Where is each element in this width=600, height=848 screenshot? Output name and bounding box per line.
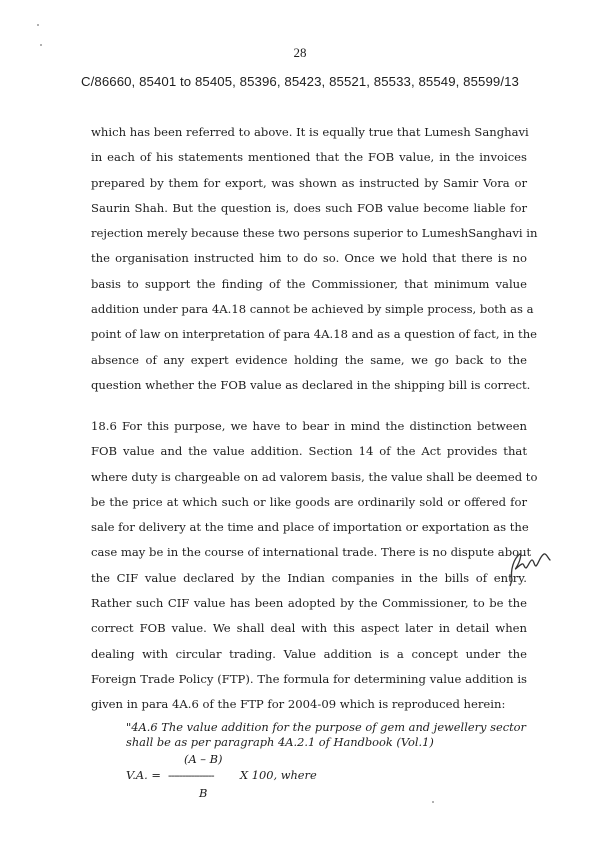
text-line: 18.6 For this purpose, we have to bear in mind the distinction between: [91, 419, 527, 433]
text-line: the organisation instructed him to do so. Once we hold that there is no: [91, 251, 527, 266]
signature-initials-icon: [498, 548, 558, 588]
text-line: Foreign Trade Policy (FTP). The formula for determining value addition is: [91, 671, 527, 686]
text-line: absence of any expert evidence holding the same, we go back to the: [91, 352, 527, 367]
text-line: basis to support the finding of the Commissioner, that minimum value: [91, 276, 527, 291]
text-line: sale for delivery at the time and place of importation or exportation as the: [91, 520, 529, 535]
text-line: Saurin Shah. But the question is, does such FOB value become liable for: [91, 200, 527, 215]
text-line: correct FOB value. We shall deal with this aspect later in detail when: [91, 621, 527, 636]
text-line: dealing with circular trading. Value addition is a concept under the: [91, 646, 527, 661]
page-number: 28: [293, 45, 307, 60]
text-line: question whether the FOB value as declared in the shipping bill is correct.: [91, 377, 531, 392]
scan-speck: [37, 24, 39, 26]
text-line: case may be in the course of international trade. There is no dispute about: [91, 545, 532, 560]
text-line: which has been referred to above. It is equally true that Lumesh Sanghavi: [91, 125, 529, 139]
formula-denominator: B: [199, 786, 208, 800]
quotation-block: [126, 720, 526, 749]
formula-fraction-bar: ----------------: [168, 768, 214, 782]
quote-line: "4A.6 The value addition for the purpose of gem and jewellery sector: [126, 720, 526, 734]
text-line: be the price at which such or like goods are ordinarily sold or offered for: [91, 494, 527, 509]
text-line: given in para 4A.6 of the FTP for 2004-09 which is reproduced herein:: [91, 697, 506, 712]
text-line: point of law on interpretation of para 4A.18 and as a question of fact, in the: [91, 327, 538, 342]
paragraph-continued: [91, 120, 538, 398]
text-line: in each of his statements mentioned that the FOB value, in the invoices: [91, 150, 527, 165]
text-line: Rather such CIF value has been adopted by the Commissioner, to be the: [91, 596, 527, 611]
quote-line: shall be as per paragraph 4A.2.1 of Handbook (Vol.1): [126, 734, 434, 749]
paragraph-18-6: [91, 414, 538, 718]
text-line: rejection merely because these two persons superior to LumeshSanghavi in: [91, 226, 538, 241]
text-line: where duty is chargeable on ad valorem basis, the value shall be deemed to: [91, 469, 538, 484]
formula-rhs: X 100, where: [240, 768, 317, 782]
case-reference: C/86660, 85401 to 85405, 85396, 85423, 85521, 85533, 85549, 85599/13: [81, 74, 519, 89]
text-line: prepared by them for export, was shown as instructed by Samir Vora or: [91, 175, 527, 190]
value-addition-formula: [126, 752, 426, 802]
text-line: addition under para 4A.18 cannot be achieved by simple process, both as a: [91, 302, 534, 317]
formula-lhs: V.A. =: [126, 768, 161, 782]
scan-speck: [432, 801, 434, 803]
scan-speck: [40, 44, 42, 46]
formula-numerator: (A – B): [184, 752, 223, 766]
text-line: the CIF value declared by the Indian companies in the bills of entry.: [91, 570, 527, 585]
text-line: FOB value and the value addition. Section 14 of the Act provides that: [91, 444, 527, 459]
